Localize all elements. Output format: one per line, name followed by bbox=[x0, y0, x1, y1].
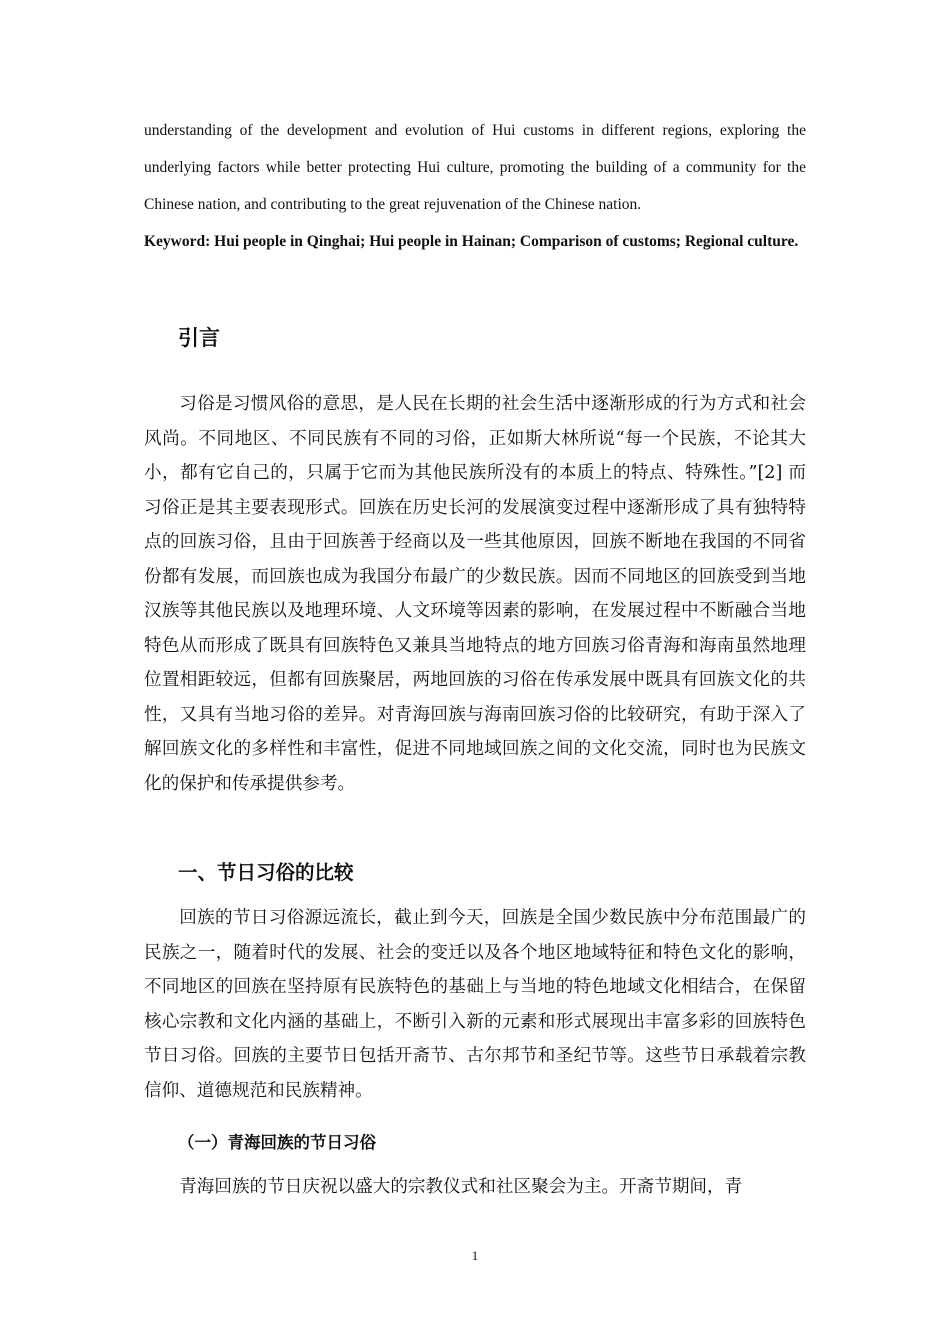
subsection-heading: （一）青海回族的节日习俗 bbox=[178, 1133, 376, 1152]
page-number: 1 bbox=[471, 1248, 479, 1263]
intro-heading: 引言 bbox=[178, 326, 220, 350]
intro-paragraph: 习俗是习惯风俗的意思，是人民在长期的社会生活中逐渐形成的行为方式和社会风尚。不同地区、不同民族有不同的习俗，正如斯大林所说“每一个民族，不论其大小，都有它自己的，只属于它而为其他民族所没有的本质上的特点、特殊性。”[2] 而习俗正是其主要表现形式。回族在历史长河的发展演变过程中逐渐形成了具有独特特点的回族习俗，且由于回族善于经商以及一些其他原因，回族不断地在我国的不同省份都有发展，而回族也成为我国分布最广的少数民族。因而不同地区的回族受到当地汉族等其他民族以及地理环境、人文环境等因素的影响，在发展过程中不断融合当地特色从而形成了既具有回族特色又兼具当地特点的地方回族习俗青海和海南虽然地理位置相距较远，但都有回族聚居，两地回族的习俗在传承发展中既具有回族文化的共性，又具有当地习俗的差异。对青海回族与海南回族习俗的比较研究，有助于深入了解回族文化的多样性和丰富性，促进不同地域回族之间的文化交流，同时也为民族文化的保护和传承提供参考。 bbox=[144, 394, 806, 794]
section-paragraph: 回族的节日习俗源远流长，截止到今天，回族是全国少数民族中分布范围最广的民族之一，随着时代的发展、社会的变迁以及各个地区地域特征和特色文化的影响，不同地区的回族在坚持原有民族特色的基础上与当地的特色地域文化相结合，在保留核心宗教和文化内涵的基础上，不断引入新的元素和形式展现出丰富多彩的回族特色节日习俗。回族的主要节日包括开斋节、古尔邦节和圣纪节等。这些节日承载着宗教信仰、道德规范和民族精神。 bbox=[144, 908, 806, 1101]
section-heading: 一、节日习俗的比较 bbox=[178, 861, 354, 884]
document-page bbox=[144, 112, 806, 1197]
subsection-paragraph: 青海回族的节日庆祝以盛大的宗教仪式和社区聚会为主。开斋节期间，青 bbox=[179, 1177, 743, 1197]
abstract-text: understanding of the development and evolution of Hui customs in different regions, exploring the underlying factors while better protecting Hui culture, promoting the building of a community for the Chinese nation, and contributing to the great rejuvenation of the Chinese nation. bbox=[144, 122, 806, 213]
keywords-line: Keyword: Hui people in Qinghai; Hui people in Hainan; Comparison of customs; Regional culture. bbox=[144, 233, 799, 250]
